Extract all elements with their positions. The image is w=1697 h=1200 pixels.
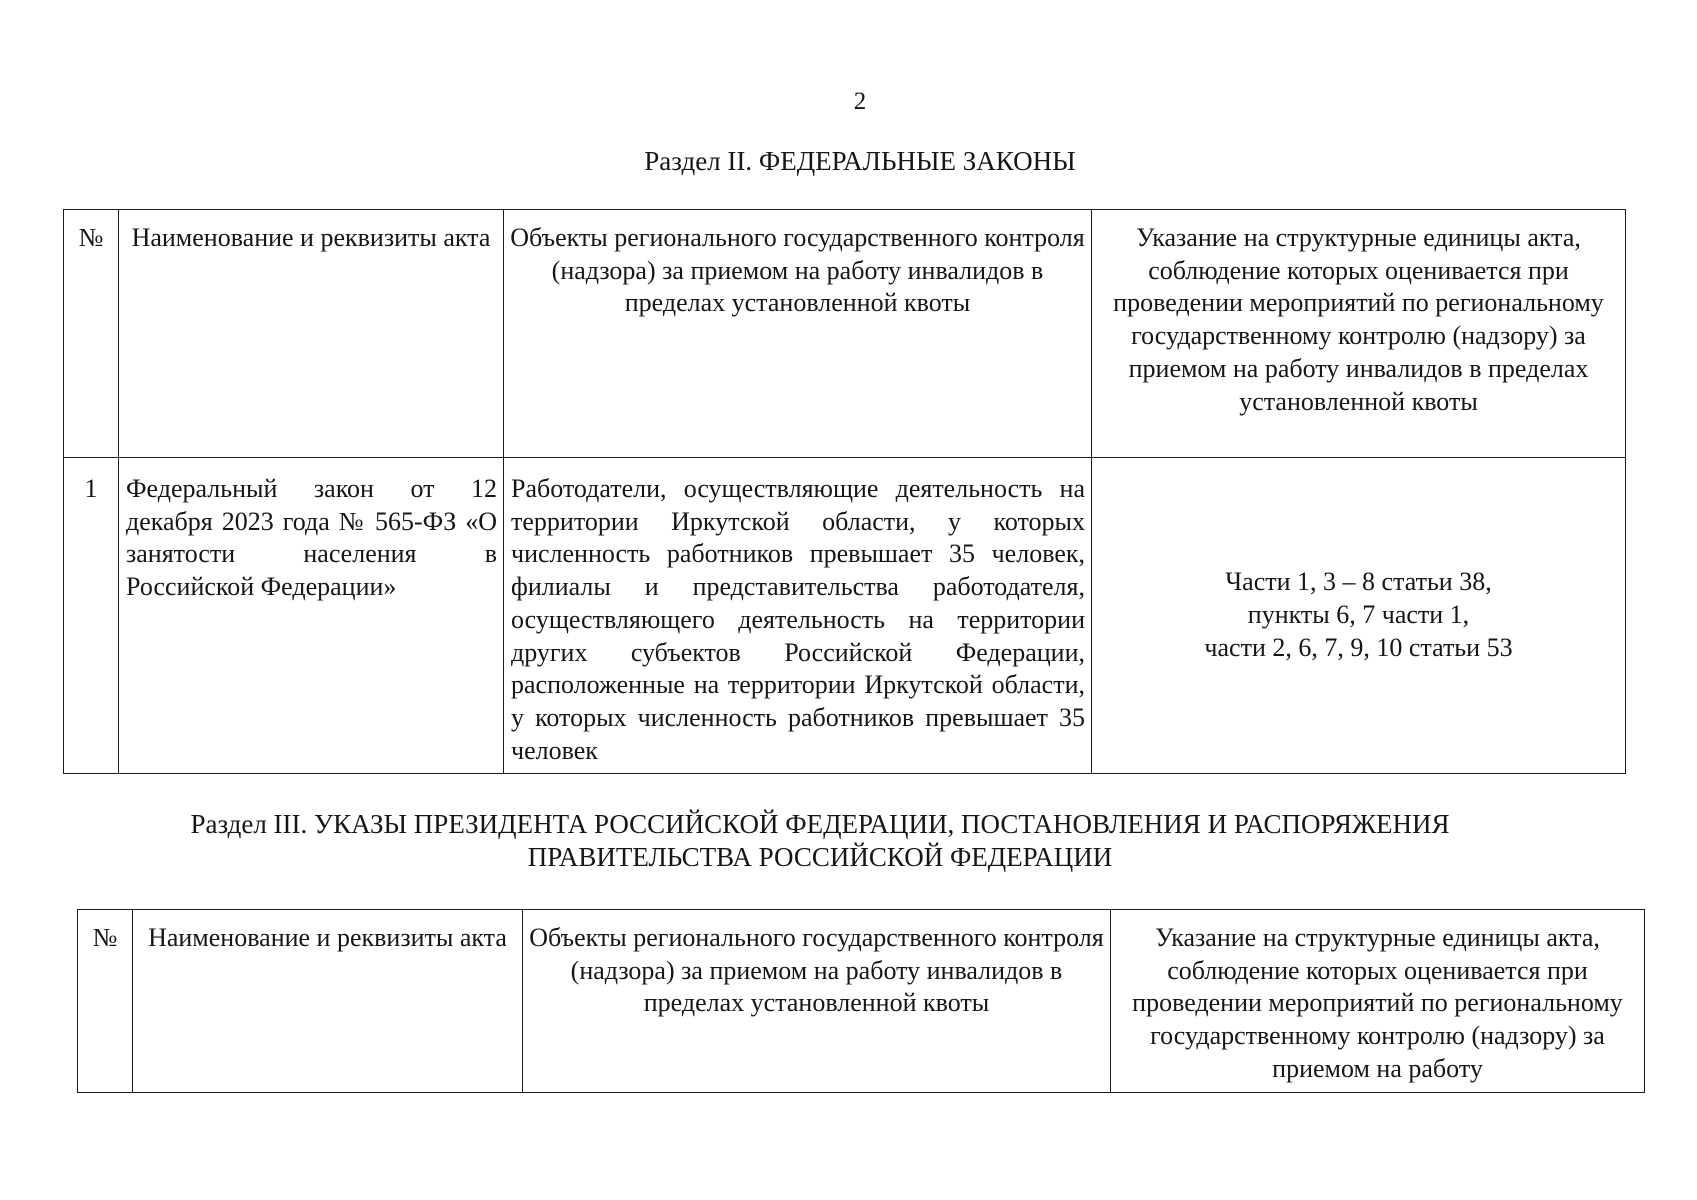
header-control-objects: Объекты регионального государственного контроля (надзора) за приемом на работу инвалидов в пределах установленной квоты bbox=[504, 210, 1092, 458]
table-header-row bbox=[78, 910, 1645, 1093]
structural-units-line: части 2, 6, 7, 9, 10 статьи 53 bbox=[1204, 632, 1513, 662]
header-structural-units: Указание на структурные единицы акта, соблюдение которых оценивается при проведении мероприятий по региональному государственному контролю (надзору) за приемом на работу bbox=[1111, 910, 1645, 1093]
structural-units-line: пункты 6, 7 части 1, bbox=[1247, 600, 1470, 630]
section-2-title: Раздел II. ФЕДЕРАЛЬНЫЕ ЗАКОНЫ bbox=[644, 146, 1076, 176]
header-act-name: Наименование и реквизиты акта bbox=[133, 910, 523, 1093]
table-header-row bbox=[64, 210, 1626, 458]
header-act-name: Наименование и реквизиты акта bbox=[119, 210, 504, 458]
federal-laws-table bbox=[63, 209, 1626, 774]
table-row bbox=[64, 458, 1626, 774]
header-number: № bbox=[78, 910, 133, 1093]
row-structural-units bbox=[1092, 458, 1626, 774]
header-control-objects: Объекты регионального государственного контроля (надзора) за приемом на работу инвалидов в пределах установленной квоты bbox=[523, 910, 1111, 1093]
header-number: № bbox=[64, 210, 119, 458]
row-number: 1 bbox=[64, 458, 119, 774]
header-structural-units: Указание на структурные единицы акта, соблюдение которых оценивается при проведении мероприятий по региональному государственному контролю (надзору) за приемом на работу инвалидов в пределах установленной квоты bbox=[1092, 210, 1626, 458]
decrees-table bbox=[77, 909, 1645, 1093]
structural-units-line: Части 1, 3 – 8 статьи 38, bbox=[1225, 567, 1492, 597]
row-act-name: Федеральный закон от 12 декабря 2023 года № 565-ФЗ «О занятости населения в Российской Федерации» bbox=[119, 458, 504, 774]
section-3-title: Раздел III. УКАЗЫ ПРЕЗИДЕНТА РОССИЙСКОЙ ФЕДЕРАЦИИ, ПОСТАНОВЛЕНИЯ И РАСПОРЯЖЕНИЯ ПРАВИТЕЛЬСТВА РОССИЙСКОЙ ФЕДЕРАЦИИ bbox=[190, 809, 1450, 872]
row-control-objects: Работодатели, осуществляющие деятельность на территории Иркутской области, у которых численность работников превышает 35 человек, филиалы и представительства работодателя, осуществляющего деятельность на территории других субъектов Российской Федерации, расположенные на территории Иркутской области, у которых численность работников превышает 35 человек bbox=[504, 458, 1092, 774]
page-number: 2 bbox=[853, 88, 867, 115]
